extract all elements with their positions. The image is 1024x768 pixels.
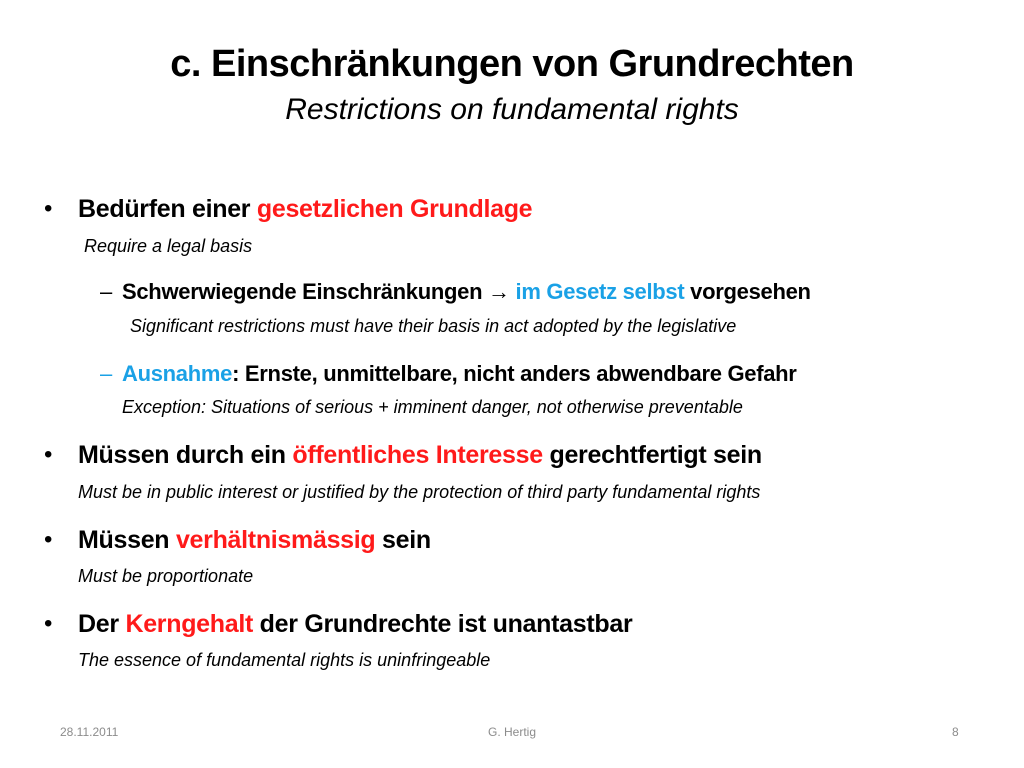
subitem-text-post: : Ernste, unmittelbare, nicht anders abwendbare Gefahr bbox=[232, 361, 797, 386]
footer-page-number: 8 bbox=[952, 725, 959, 739]
footer-date: 28.11.2011 bbox=[60, 725, 119, 739]
subitem-highlight: im Gesetz selbst bbox=[515, 279, 685, 304]
bullet-text-post: sein bbox=[375, 526, 431, 554]
bullet-marker: • bbox=[44, 195, 53, 222]
page-title: c. Einschränkungen von Grundrechten bbox=[170, 43, 854, 85]
dash-marker: – bbox=[100, 361, 113, 386]
bullet-marker: • bbox=[44, 526, 53, 553]
bullet-text-post: gerechtfertigt sein bbox=[542, 441, 762, 469]
bullet-text-post: der Grundrechte ist unantastbar bbox=[253, 610, 633, 638]
bullet-highlight: öffentliches Interesse bbox=[292, 441, 543, 469]
bullet-highlight: gesetzlichen Grundlage bbox=[256, 195, 533, 223]
bullet-public-interest bbox=[78, 441, 762, 470]
subitem-exception bbox=[122, 361, 797, 387]
bullet-legal-basis bbox=[78, 195, 532, 224]
subitem-translation: Significant restrictions must have their basis in act adopted by the legislative bbox=[130, 316, 737, 336]
bullet-marker: • bbox=[44, 441, 53, 468]
subitem-significant-restrictions bbox=[122, 279, 811, 305]
bullet-translation: Require a legal basis bbox=[84, 236, 253, 256]
bullet-translation: The essence of fundamental rights is uninfringeable bbox=[78, 650, 491, 670]
subitem-text: Schwerwiegende Einschränkungen → bbox=[122, 279, 516, 304]
bullet-marker: • bbox=[44, 610, 53, 637]
bullet-translation: Must be in public interest or justified by the protection of third party fundamental rights bbox=[78, 482, 761, 502]
footer-author: G. Hertig bbox=[487, 725, 536, 739]
bullet-text: Der bbox=[78, 610, 126, 638]
dash-marker: – bbox=[100, 279, 113, 304]
bullet-highlight: Kerngehalt bbox=[125, 610, 254, 638]
subitem-highlight: Ausnahme bbox=[122, 361, 233, 386]
title-block bbox=[0, 40, 1024, 130]
bullet-highlight: verhältnismässig bbox=[175, 526, 376, 554]
bullet-text: Müssen bbox=[78, 526, 176, 554]
bullet-text: Müssen durch ein bbox=[78, 441, 293, 469]
page-subtitle: Restrictions on fundamental rights bbox=[285, 93, 739, 126]
bullet-core-content bbox=[78, 610, 632, 639]
subitem-translation: Exception: Situations of serious + imminent danger, not otherwise preventable bbox=[122, 397, 743, 417]
subitem-text-post: vorgesehen bbox=[684, 279, 811, 304]
bullet-text: Bedürfen einer bbox=[78, 195, 257, 223]
bullet-proportionate bbox=[78, 526, 431, 555]
bullet-translation: Must be proportionate bbox=[78, 566, 254, 586]
